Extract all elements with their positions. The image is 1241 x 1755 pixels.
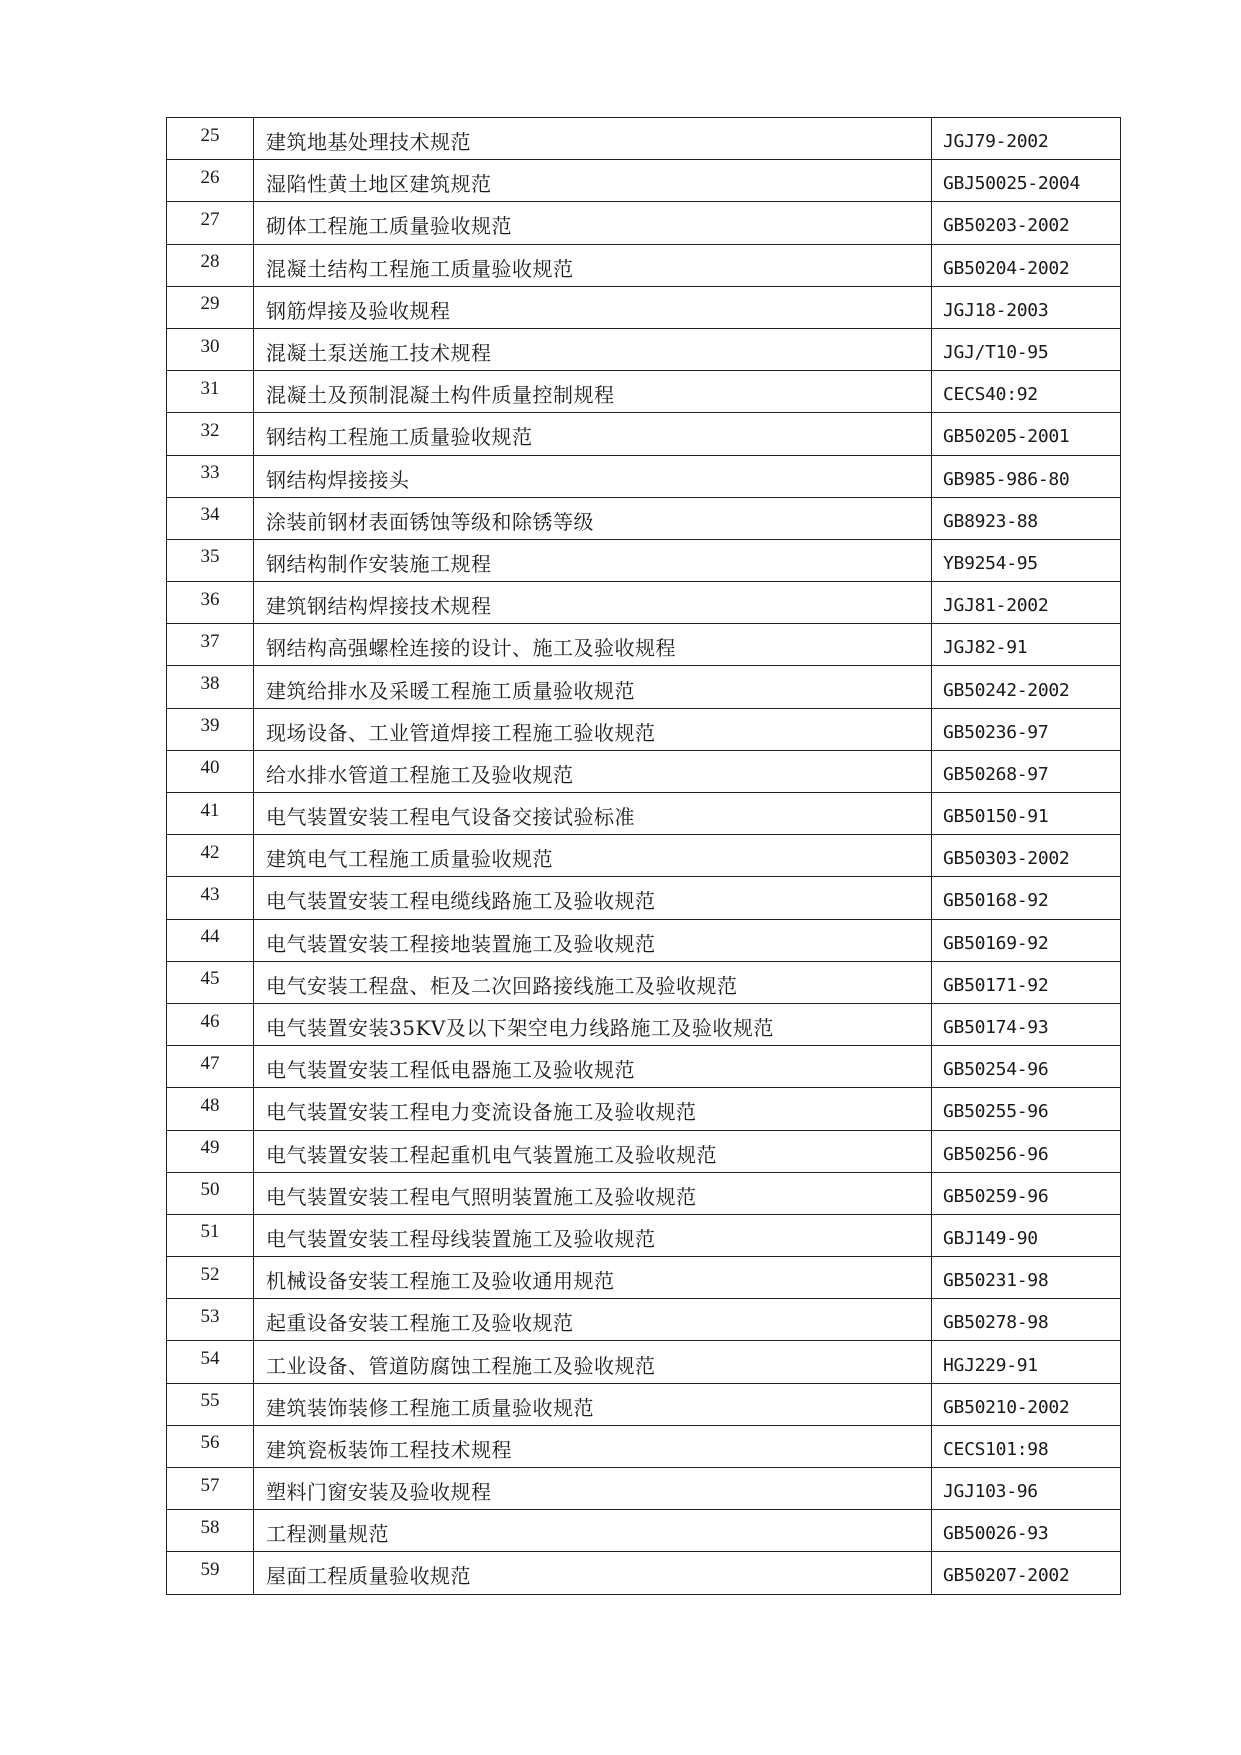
table-row (167, 1510, 1121, 1552)
standard-code-cell (932, 202, 1121, 244)
standard-code-cell (932, 497, 1121, 539)
row-number-text: 58 (200, 1516, 220, 1538)
standard-name-cell (254, 1468, 932, 1510)
standard-code-text: GB50204-2002 (943, 257, 1070, 279)
standard-code-cell (932, 286, 1121, 328)
standard-name-text: 建筑电气工程施工质量验收规范 (266, 847, 553, 872)
standard-name-cell (254, 961, 932, 1003)
standard-code-text: GB50169-92 (943, 932, 1049, 954)
row-number-text: 36 (200, 588, 220, 610)
standard-name-text: 电气装置安装工程电力变流设备施工及验收规范 (266, 1100, 697, 1125)
row-number-text: 50 (200, 1179, 220, 1201)
row-number-cell (167, 582, 254, 624)
standard-code-cell (932, 961, 1121, 1003)
table-row (167, 1383, 1121, 1425)
standard-code-cell (932, 413, 1121, 455)
standard-name-text: 电气装置安装工程电缆线路施工及验收规范 (266, 889, 656, 914)
row-number-cell (167, 877, 254, 919)
row-number-cell (167, 371, 254, 413)
row-number-cell (167, 750, 254, 792)
standard-code-text: GB50174-93 (943, 1017, 1049, 1039)
table-row (167, 455, 1121, 497)
standard-name-cell (254, 497, 932, 539)
standard-name-text: 电气装置安装35KV及以下架空电力线路施工及验收规范 (266, 1016, 774, 1041)
standard-name-text: 电气装置安装工程母线装置施工及验收规范 (266, 1226, 656, 1251)
standard-code-cell (932, 877, 1121, 919)
table-row (167, 1046, 1121, 1088)
standard-code-text: GB50150-91 (943, 806, 1049, 828)
table-row (167, 1468, 1121, 1510)
standard-code-cell (932, 582, 1121, 624)
standard-code-text: GB50256-96 (943, 1143, 1049, 1165)
standard-name-text: 湿陷性黄土地区建筑规范 (266, 172, 492, 197)
standard-code-cell (932, 1003, 1121, 1045)
standard-code-text: GB50255-96 (943, 1101, 1049, 1123)
table-row (167, 1130, 1121, 1172)
table-row (167, 750, 1121, 792)
standard-name-text: 钢结构制作安装施工规程 (266, 551, 492, 576)
table-row (167, 877, 1121, 919)
table-row (167, 328, 1121, 370)
row-number-cell (167, 1214, 254, 1256)
table-row (167, 835, 1121, 877)
table-row (167, 1425, 1121, 1467)
row-number-text: 47 (200, 1052, 220, 1074)
standard-name-cell (254, 539, 932, 581)
standard-name-cell (254, 160, 932, 202)
row-number-text: 33 (200, 462, 220, 484)
table-row (167, 160, 1121, 202)
standard-code-text: JGJ79-2002 (943, 131, 1049, 153)
table-row (167, 961, 1121, 1003)
table-row (167, 666, 1121, 708)
table-row (167, 1299, 1121, 1341)
standard-name-cell (254, 1003, 932, 1045)
standard-code-cell (932, 1299, 1121, 1341)
standard-code-cell (932, 539, 1121, 581)
row-number-cell (167, 1341, 254, 1383)
standard-name-cell (254, 835, 932, 877)
standard-name-cell (254, 708, 932, 750)
standard-code-cell (932, 244, 1121, 286)
standard-name-cell (254, 1341, 932, 1383)
table-row (167, 793, 1121, 835)
table-row (167, 244, 1121, 286)
standard-name-cell (254, 582, 932, 624)
standard-name-cell (254, 371, 932, 413)
standard-name-cell (254, 328, 932, 370)
standard-code-text: GB50168-92 (943, 890, 1049, 912)
standard-code-text: GB50242-2002 (943, 679, 1070, 701)
row-number-cell (167, 835, 254, 877)
standard-name-cell (254, 202, 932, 244)
row-number-cell (167, 497, 254, 539)
row-number-cell (167, 793, 254, 835)
table-row (167, 708, 1121, 750)
standard-code-cell (932, 750, 1121, 792)
standard-name-text: 起重设备安装工程施工及验收规范 (266, 1311, 574, 1336)
row-number-text: 57 (200, 1474, 220, 1496)
table-row (167, 919, 1121, 961)
standard-name-cell (254, 1046, 932, 1088)
row-number-cell (167, 1425, 254, 1467)
standard-name-text: 混凝土结构工程施工质量验收规范 (266, 256, 574, 281)
standard-name-cell (254, 877, 932, 919)
row-number-text: 56 (200, 1432, 220, 1454)
table-row (167, 1552, 1121, 1594)
standard-code-cell (932, 1510, 1121, 1552)
standard-name-text: 给水排水管道工程施工及验收规范 (266, 762, 574, 787)
row-number-cell (167, 919, 254, 961)
standard-code-text: YB9254-95 (943, 552, 1038, 574)
standard-name-text: 电气装置安装工程起重机电气装置施工及验收规范 (266, 1142, 717, 1167)
standard-code-cell (932, 835, 1121, 877)
standard-code-cell (932, 1257, 1121, 1299)
standard-code-text: JGJ/T10-95 (943, 342, 1049, 364)
row-number-text: 31 (200, 377, 220, 399)
standard-name-text: 钢结构高强螺栓连接的设计、施工及验收规程 (266, 636, 676, 661)
row-number-text: 48 (200, 1094, 220, 1116)
standards-table-body (167, 118, 1121, 1595)
row-number-cell (167, 1552, 254, 1594)
standard-code-text: GB50254-96 (943, 1059, 1049, 1081)
row-number-text: 35 (200, 546, 220, 568)
row-number-cell (167, 1003, 254, 1045)
row-number-cell (167, 160, 254, 202)
row-number-text: 30 (200, 335, 220, 357)
standard-name-text: 砌体工程施工质量验收规范 (266, 214, 512, 239)
table-row (167, 497, 1121, 539)
standard-name-text: 钢结构焊接接头 (266, 467, 410, 492)
row-number-cell (167, 1383, 254, 1425)
standard-code-cell (932, 1046, 1121, 1088)
standard-code-cell (932, 1130, 1121, 1172)
standard-code-cell (932, 1214, 1121, 1256)
standard-code-cell (932, 328, 1121, 370)
row-number-cell (167, 244, 254, 286)
standard-name-text: 建筑瓷板装饰工程技术规程 (266, 1437, 512, 1462)
row-number-text: 59 (200, 1558, 220, 1580)
standard-code-cell (932, 160, 1121, 202)
row-number-cell (167, 1088, 254, 1130)
standard-code-text: CECS40:92 (943, 384, 1038, 406)
row-number-text: 45 (200, 968, 220, 990)
standard-code-cell (932, 708, 1121, 750)
standard-name-cell (254, 286, 932, 328)
row-number-cell (167, 328, 254, 370)
standard-name-text: 塑料门窗安装及验收规程 (266, 1480, 492, 1505)
row-number-cell (167, 1257, 254, 1299)
standard-name-text: 工业设备、管道防腐蚀工程施工及验收规范 (266, 1353, 656, 1378)
row-number-text: 49 (200, 1137, 220, 1159)
table-row (167, 1214, 1121, 1256)
standard-code-cell (932, 1383, 1121, 1425)
row-number-cell (167, 539, 254, 581)
standard-code-text: GB985-986-80 (943, 468, 1070, 490)
row-number-text: 25 (200, 124, 220, 146)
standard-code-cell (932, 666, 1121, 708)
standard-code-cell (932, 793, 1121, 835)
row-number-cell (167, 286, 254, 328)
standard-name-cell (254, 413, 932, 455)
row-number-text: 44 (200, 926, 220, 948)
standard-name-text: 建筑装饰装修工程施工质量验收规范 (266, 1395, 594, 1420)
row-number-cell (167, 1468, 254, 1510)
standard-name-text: 混凝土泵送施工技术规程 (266, 341, 492, 366)
row-number-cell (167, 1046, 254, 1088)
table-row (167, 371, 1121, 413)
standard-code-text: GB50203-2002 (943, 215, 1070, 237)
standard-code-text: CECS101:98 (943, 1438, 1049, 1460)
standard-name-cell (254, 1299, 932, 1341)
standard-code-text: GB50205-2001 (943, 426, 1070, 448)
standard-name-cell (254, 1510, 932, 1552)
standard-code-text: JGJ81-2002 (943, 595, 1049, 617)
row-number-text: 55 (200, 1390, 220, 1412)
standard-name-text: 现场设备、工业管道焊接工程施工验收规范 (266, 720, 656, 745)
standard-code-cell (932, 919, 1121, 961)
standard-code-text: JGJ82-91 (943, 637, 1028, 659)
row-number-text: 34 (200, 504, 220, 526)
standard-name-cell (254, 1130, 932, 1172)
standard-name-cell (254, 1088, 932, 1130)
standard-name-text: 电气安装工程盘、柜及二次回路接线施工及验收规范 (266, 973, 738, 998)
standard-name-text: 建筑地基处理技术规范 (266, 130, 471, 155)
standard-name-text: 电气装置安装工程电气设备交接试验标准 (266, 805, 635, 830)
row-number-cell (167, 961, 254, 1003)
standards-table (166, 117, 1121, 1595)
standard-code-text: GB8923-88 (943, 510, 1038, 532)
standard-name-cell (254, 666, 932, 708)
standard-code-text: GB50026-93 (943, 1523, 1049, 1545)
standard-name-cell (254, 455, 932, 497)
standard-code-text: GB50207-2002 (943, 1565, 1070, 1587)
row-number-cell (167, 1172, 254, 1214)
row-number-text: 42 (200, 841, 220, 863)
standard-code-text: GB50236-97 (943, 721, 1049, 743)
standard-name-text: 涂装前钢材表面锈蚀等级和除锈等级 (266, 509, 594, 534)
standard-code-text: GB50210-2002 (943, 1396, 1070, 1418)
standard-code-cell (932, 118, 1121, 160)
table-row (167, 1003, 1121, 1045)
standard-name-text: 电气装置安装工程电气照明装置施工及验收规范 (266, 1184, 697, 1209)
standard-code-text: GBJ149-90 (943, 1227, 1038, 1249)
standard-name-cell (254, 750, 932, 792)
standard-name-cell (254, 118, 932, 160)
row-number-cell (167, 1510, 254, 1552)
row-number-cell (167, 708, 254, 750)
standard-code-cell (932, 455, 1121, 497)
table-row (167, 582, 1121, 624)
row-number-text: 28 (200, 251, 220, 273)
standard-name-text: 混凝土及预制混凝土构件质量控制规程 (266, 383, 615, 408)
standard-code-text: GB50231-98 (943, 1270, 1049, 1292)
standard-code-cell (932, 1425, 1121, 1467)
table-row (167, 1257, 1121, 1299)
row-number-cell (167, 624, 254, 666)
row-number-cell (167, 202, 254, 244)
row-number-text: 51 (200, 1221, 220, 1243)
row-number-text: 52 (200, 1263, 220, 1285)
standard-name-cell (254, 1214, 932, 1256)
table-row (167, 286, 1121, 328)
row-number-cell (167, 413, 254, 455)
standard-name-cell (254, 1383, 932, 1425)
standard-name-text: 电气装置安装工程接地装置施工及验收规范 (266, 931, 656, 956)
row-number-text: 41 (200, 799, 220, 821)
standard-code-cell (932, 624, 1121, 666)
standard-code-text: GBJ50025-2004 (943, 173, 1080, 195)
standard-code-text: GB50171-92 (943, 974, 1049, 996)
table-row (167, 624, 1121, 666)
table-row (167, 413, 1121, 455)
standard-name-cell (254, 624, 932, 666)
row-number-cell (167, 455, 254, 497)
row-number-text: 37 (200, 630, 220, 652)
row-number-cell (167, 1130, 254, 1172)
standard-name-text: 建筑给排水及采暖工程施工质量验收规范 (266, 678, 635, 703)
row-number-text: 27 (200, 208, 220, 230)
standard-name-text: 工程测量规范 (266, 1522, 389, 1547)
row-number-text: 46 (200, 1010, 220, 1032)
table-row (167, 539, 1121, 581)
standard-name-cell (254, 793, 932, 835)
standard-name-cell (254, 244, 932, 286)
standard-code-cell (932, 1468, 1121, 1510)
row-number-text: 38 (200, 673, 220, 695)
standard-code-text: JGJ18-2003 (943, 299, 1049, 321)
row-number-text: 53 (200, 1305, 220, 1327)
row-number-text: 26 (200, 166, 220, 188)
standard-name-text: 钢结构工程施工质量验收规范 (266, 425, 533, 450)
standard-code-cell (932, 1552, 1121, 1594)
standard-code-cell (932, 1172, 1121, 1214)
row-number-cell (167, 1299, 254, 1341)
standard-code-cell (932, 1088, 1121, 1130)
table-row (167, 1088, 1121, 1130)
row-number-text: 39 (200, 715, 220, 737)
row-number-text: 29 (200, 293, 220, 315)
standard-name-text: 电气装置安装工程低电器施工及验收规范 (266, 1058, 635, 1083)
row-number-text: 43 (200, 883, 220, 905)
row-number-text: 40 (200, 757, 220, 779)
standard-code-text: GB50268-97 (943, 763, 1049, 785)
table-row (167, 118, 1121, 160)
standard-name-text: 建筑钢结构焊接技术规程 (266, 594, 492, 619)
standard-code-text: GB50259-96 (943, 1185, 1049, 1207)
table-row (167, 202, 1121, 244)
table-row (167, 1341, 1121, 1383)
standard-name-cell (254, 1172, 932, 1214)
table-row (167, 1172, 1121, 1214)
standard-code-cell (932, 1341, 1121, 1383)
standard-code-cell (932, 371, 1121, 413)
row-number-text: 54 (200, 1348, 220, 1370)
row-number-cell (167, 666, 254, 708)
standard-code-text: HGJ229-91 (943, 1354, 1038, 1376)
standard-name-cell (254, 1552, 932, 1594)
standard-name-text: 机械设备安装工程施工及验收通用规范 (266, 1269, 615, 1294)
row-number-text: 32 (200, 419, 220, 441)
standard-name-cell (254, 1257, 932, 1299)
row-number-cell (167, 118, 254, 160)
standard-code-text: JGJ103-96 (943, 1481, 1038, 1503)
standard-name-text: 钢筋焊接及验收规程 (266, 298, 451, 323)
standard-code-text: GB50278-98 (943, 1312, 1049, 1334)
standard-name-cell (254, 919, 932, 961)
standard-name-cell (254, 1425, 932, 1467)
standard-name-text: 屋面工程质量验收规范 (266, 1564, 471, 1589)
standard-code-text: GB50303-2002 (943, 848, 1070, 870)
